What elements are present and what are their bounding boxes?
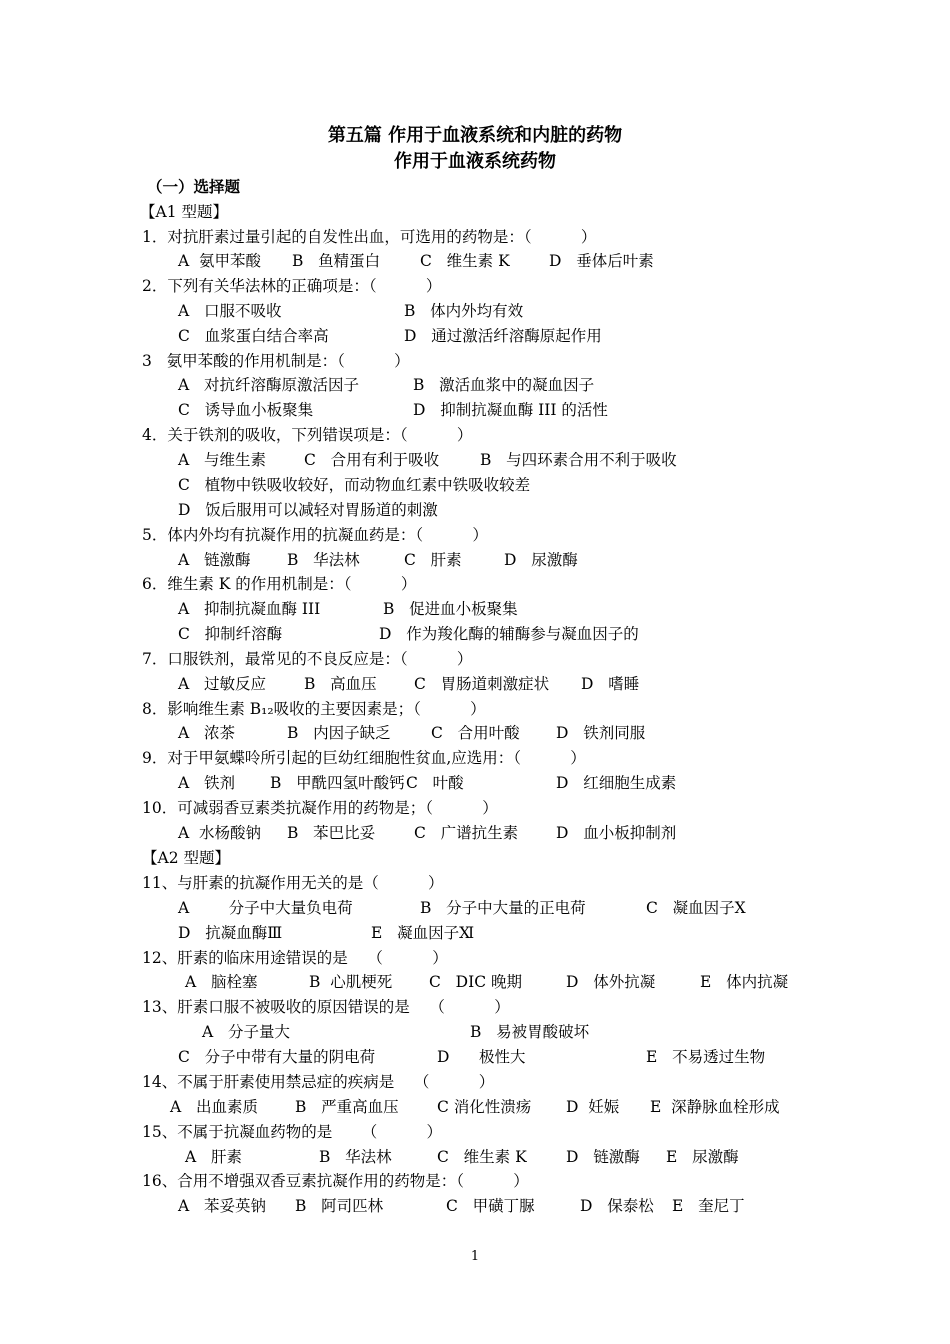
text-line: [0, 1095, 950, 1119]
text-line: [0, 200, 950, 224]
line-text: 11、与肝素的抗凝作用无关的是（ ）: [142, 874, 444, 892]
text-line: [0, 324, 950, 348]
line-text: 10．可减弱香豆素类抗凝作用的药物是；（ ）: [142, 799, 498, 817]
option-text: B 内因子缺乏: [287, 724, 391, 742]
line-text: 14、不属于肝素使用禁忌症的疾病是 （ ）: [142, 1073, 495, 1091]
text-line: [0, 572, 950, 596]
line-text: 16、合用不增强双香豆素抗凝作用的药物是：（ ）: [142, 1172, 529, 1190]
text-line: [0, 249, 950, 273]
option-text: B 阿司匹林: [295, 1197, 384, 1215]
text-line: [0, 448, 950, 472]
text-line: [0, 175, 950, 199]
text-line: [0, 1020, 950, 1044]
option-text: B 甲酰四氢叶酸钙: [270, 774, 405, 792]
option-text: D 抗凝血酶Ⅲ: [178, 924, 283, 942]
option-text: E 尿激酶: [666, 1148, 739, 1166]
option-text: A 口服不吸收: [178, 302, 282, 320]
option-text: C 凝血因子Ⅹ: [646, 899, 746, 917]
option-text: B 促进血小板聚集: [383, 600, 518, 618]
option-text: A 氨甲苯酸: [178, 252, 262, 270]
text-line: [0, 1194, 950, 1218]
option-text: A 出血素质: [170, 1098, 258, 1116]
option-text: A 链激酶: [178, 551, 251, 569]
option-text: A 与维生素: [178, 451, 266, 469]
option-text: B 高血压: [304, 675, 377, 693]
line-text: 5．体内外均有抗凝作用的抗凝血药是：（ ）: [142, 526, 488, 544]
text-line: [0, 896, 950, 920]
option-text: C 血浆蛋白结合率高: [178, 327, 329, 345]
option-text: A 对抗纤溶酶原激活因子: [178, 376, 359, 394]
line-text: 【A1 型题】: [140, 203, 228, 221]
line-text: 15、不属于抗凝血药物的是 （ ）: [142, 1123, 443, 1141]
line-text: 12、肝素的临床用途错误的是 （ ）: [142, 949, 448, 967]
text-line: [0, 548, 950, 572]
option-text: D 妊娠: [566, 1098, 620, 1116]
option-text: E 不易透过生物: [646, 1048, 766, 1066]
option-text: B 华法林: [287, 551, 360, 569]
line-text: 13、肝素口服不被吸收的原因错误的是 （ ）: [142, 998, 510, 1016]
option-text: A 浓茶: [178, 724, 235, 742]
text-line: [0, 274, 950, 298]
text-line: [0, 1145, 950, 1169]
option-text: B 华法林: [319, 1148, 392, 1166]
text-line: [0, 821, 950, 845]
option-text: A 肝素: [185, 1148, 242, 1166]
chapter-title: 第五篇 作用于血液系统和内脏的药物: [327, 125, 623, 146]
option-text: A 铁剂: [178, 774, 235, 792]
page-number: 1: [470, 1249, 480, 1264]
option-text: D 抑制抗凝血酶 III 的活性: [413, 401, 608, 419]
text-line: [0, 946, 950, 970]
text-line: [0, 423, 950, 447]
option-text: D 通过激活纤溶酶原起作用: [404, 327, 602, 345]
text-line: [0, 1045, 950, 1069]
option-text: B 苯巴比妥: [287, 824, 376, 842]
option-text: C 分子中带有大量的阴电荷: [178, 1048, 376, 1066]
line-text: （一）选择题: [147, 178, 241, 196]
option-text: C 维生素 K: [420, 252, 510, 270]
option-text: D 体外抗凝: [566, 973, 656, 991]
text-line: [0, 647, 950, 671]
option-text: D 作为羧化酶的辅酶参与凝血因子的: [379, 625, 639, 643]
option-text: D 垂体后叶素: [549, 252, 654, 270]
option-text: A 分子中大量负电荷: [178, 899, 353, 917]
option-text: D 链激酶: [566, 1148, 640, 1166]
line-text: D 饭后服用可以减轻对胃肠道的刺激: [178, 501, 438, 519]
line-text: 7．口服铁剂，最常见的不良反应是：（ ）: [142, 650, 473, 668]
option-text: D 尿激酶: [504, 551, 578, 569]
option-text: C 诱导血小板聚集: [178, 401, 314, 419]
text-line: [0, 921, 950, 945]
text-line: [0, 373, 950, 397]
text-line: [0, 1120, 950, 1144]
option-text: C 合用叶酸: [431, 724, 520, 742]
text-line: [0, 398, 950, 422]
text-line: [0, 846, 950, 870]
option-text: C 消化性溃疡: [437, 1098, 532, 1116]
option-text: E 深静脉血栓形成: [650, 1098, 780, 1116]
line-text: 【A2 型题】: [142, 849, 230, 867]
option-text: C 肝素: [404, 551, 462, 569]
option-text: B 严重高血压: [295, 1098, 399, 1116]
option-text: C 合用有利于吸收: [304, 451, 440, 469]
text-line: [0, 225, 950, 249]
text-line: [0, 672, 950, 696]
line-text: 8．影响维生素 B₁₂吸收的主要因素是；（ ）: [142, 700, 486, 718]
line-text: 6．维生素 K 的作用机制是：（ ）: [142, 575, 417, 593]
text-line: [0, 597, 950, 621]
option-text: A 水杨酸钠: [178, 824, 262, 842]
option-text: C 叶酸: [406, 774, 464, 792]
option-text: B 鱼精蛋白: [292, 252, 381, 270]
option-text: A 抑制抗凝血酶 III: [178, 600, 321, 618]
text-line: [0, 622, 950, 646]
option-text: B 分子中大量的正电荷: [420, 899, 586, 917]
text-line: [0, 970, 950, 994]
option-text: B 激活血浆中的凝血因子: [413, 376, 595, 394]
option-text: A 分子量大: [202, 1023, 290, 1041]
option-text: B 易被胃酸破坏: [470, 1023, 590, 1041]
option-text: D 血小板抑制剂: [556, 824, 677, 842]
text-line: [0, 796, 950, 820]
text-line: [0, 498, 950, 522]
option-text: D 极性大: [437, 1048, 526, 1066]
line-text: 2．下列有关华法林的正确项是：（ ）: [142, 277, 442, 295]
text-line: [0, 1070, 950, 1094]
option-text: C 维生素 K: [437, 1148, 527, 1166]
line-text: 3 氨甲苯酸的作用机制是：（ ）: [142, 352, 410, 370]
text-line: [0, 771, 950, 795]
text-line: [0, 697, 950, 721]
text-line: [0, 473, 950, 497]
option-text: D 保泰松: [580, 1197, 654, 1215]
text-line: [0, 746, 950, 770]
option-text: C 抑制纤溶酶: [178, 625, 283, 643]
option-text: E 奎尼丁: [672, 1197, 745, 1215]
option-text: B 与四环素合用不利于吸收: [480, 451, 677, 469]
option-text: D 嗜睡: [581, 675, 640, 693]
option-text: A 过敏反应: [178, 675, 266, 693]
option-text: C DIC 晚期: [429, 973, 522, 991]
line-text: C 植物中铁吸收较好，而动物血红素中铁吸收较差: [178, 476, 531, 494]
option-text: B 心肌梗死: [309, 973, 393, 991]
text-line: [0, 1169, 950, 1193]
option-text: D 铁剂同服: [556, 724, 646, 742]
text-line: [0, 871, 950, 895]
option-text: E 体内抗凝: [700, 973, 789, 991]
option-text: B 体内外均有效: [404, 302, 524, 320]
line-text: 1．对抗肝素过量引起的自发性出血，可选用的药物是：（ ）: [142, 228, 597, 246]
option-text: A 苯妥英钠: [178, 1197, 266, 1215]
option-text: D 红细胞生成素: [556, 774, 677, 792]
line-text: 9．对于甲氨蝶呤所引起的巨幼红细胞性贫血,应选用：（ ）: [142, 749, 586, 767]
option-text: C 甲磺丁脲: [446, 1197, 535, 1215]
text-line: [0, 299, 950, 323]
text-line: [0, 721, 950, 745]
text-line: [0, 995, 950, 1019]
option-text: A 脑栓塞: [185, 973, 258, 991]
option-text: C 胃肠道刺激症状: [414, 675, 550, 693]
option-text: E 凝血因子Ⅺ: [371, 924, 475, 942]
text-line: [0, 349, 950, 373]
section-title: 作用于血液系统药物: [394, 151, 556, 172]
text-line: [0, 523, 950, 547]
line-text: 4．关于铁剂的吸收，下列错误项是：（ ）: [142, 426, 473, 444]
option-text: C 广谱抗生素: [414, 824, 519, 842]
